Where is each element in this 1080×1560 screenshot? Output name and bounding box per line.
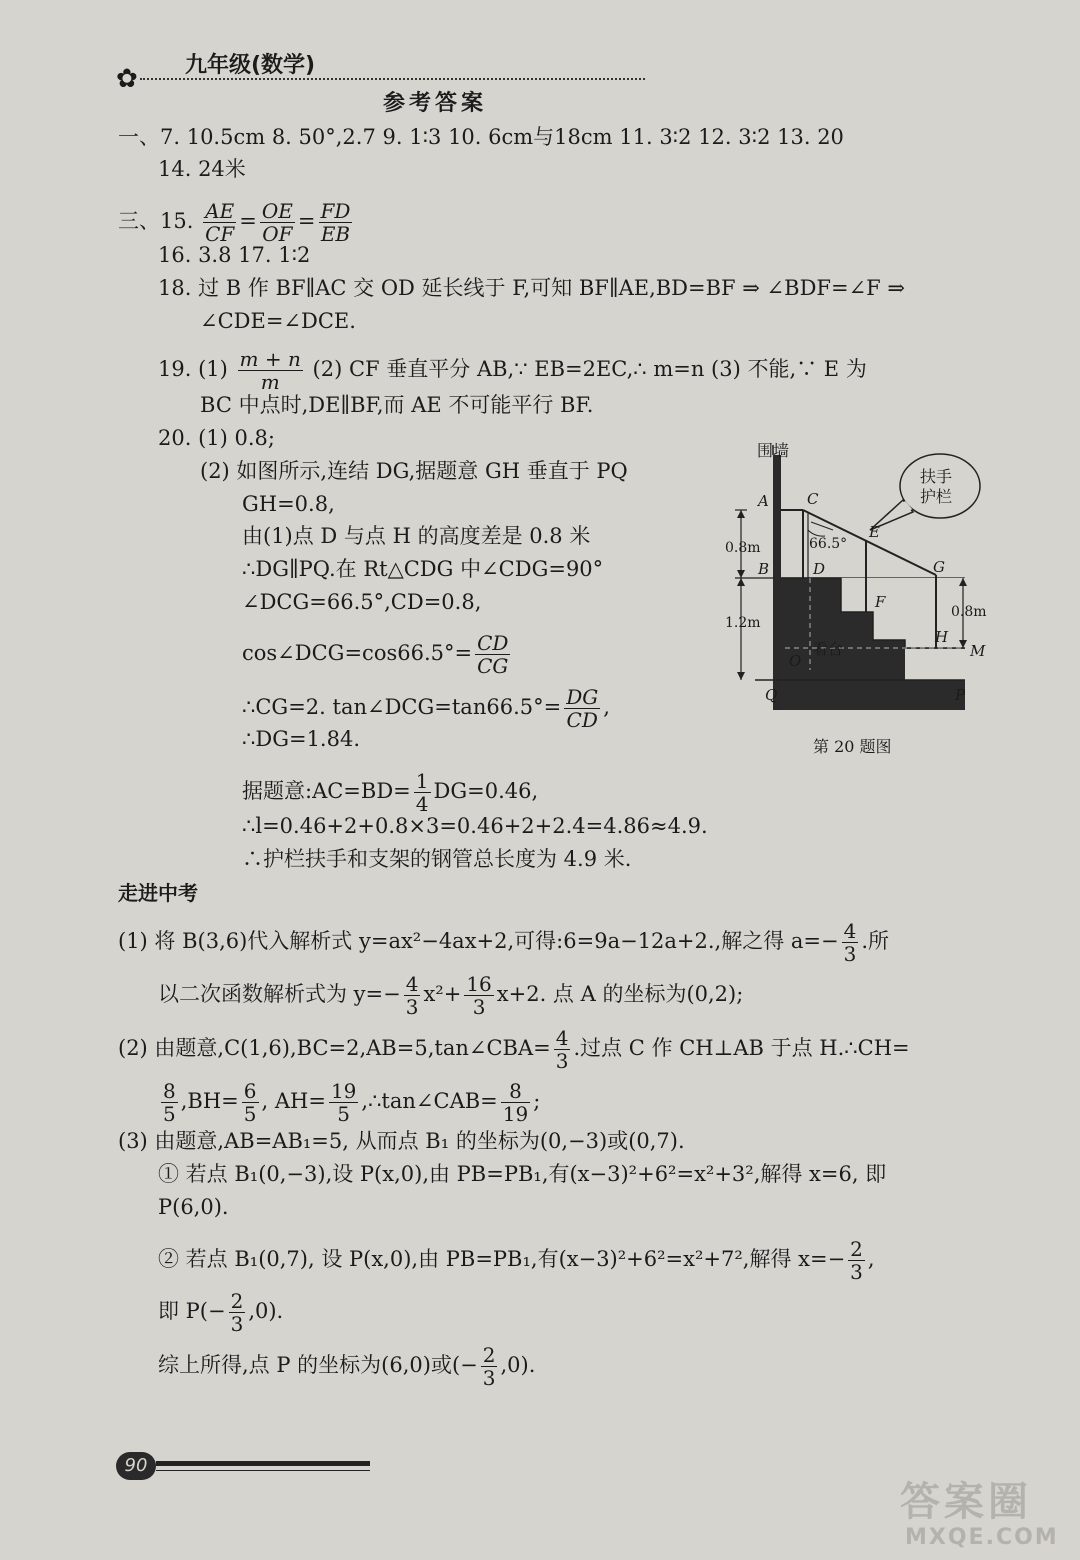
point-d: D [813,560,826,578]
dim-left-top: 0.8m [725,540,761,556]
bubble-text-2: 护栏 [920,487,953,506]
wall [773,455,781,710]
fraction: $\frac{1}{4}$ [415,769,429,816]
point-h: H [935,628,949,646]
angle-label: 66.5° [809,536,848,552]
page-number-badge: 90 [116,1452,156,1480]
fraction: $\frac{FD}{EB}$ [320,199,351,246]
answer-line-1: 一、7. 10.5cm 8. 50°,2.7 9. 1∶3 10. 6cm与18cm 11. 3∶2 12. 3∶2 13. 20 [118,125,844,149]
point-c: C [807,490,819,508]
figure-20-svg [715,430,1005,760]
answer-19a: 19. (1) $\frac{m + n}{m}$ (2) CF 垂直平分 AB,∵ EB=2EC,∴ m=n (3) 不能,∵ E 为 [158,347,867,394]
bubble-text-1: 扶手 [920,467,953,486]
zk-3f: 综上所得,点 P 的坐标为(6,0)或(− $\frac{2}{3}$ ,0). [158,1343,536,1390]
point-p: P [955,686,966,704]
dim-left-bottom: 1.2m [725,615,761,631]
fraction: $\frac{8}{5}$ [163,1079,176,1126]
fraction: $\frac{2}{3}$ [482,1343,496,1390]
fraction: $\frac{OE}{OF}$ [261,199,293,246]
answer-20-9: ∴DG=1.84. [242,727,361,751]
zk-1b: 以二次函数解析式为 y=− $\frac{4}{3}$ x²+ $\frac{16}{3}$ x+2. 点 A 的坐标为(0,2); [158,972,744,1019]
footer-rule-thin [156,1470,370,1471]
point-m: M [970,642,986,660]
answer-15: 三、15. $\frac{AE}{CF}$ = $\frac{OE}{OF}$ = $\frac{FD}{EB}$ [118,199,351,246]
fraction: $\frac{4}{3}$ [405,972,419,1019]
answer-20-6: ∠DCG=66.5°,CD=0.8, [242,590,482,614]
figure-caption: 第 20 题图 [813,737,892,756]
zk-3a: (3) 由题意,AB=AB₁=5, 从而点 B₁ 的坐标为(0,−3)或(0,7). [118,1129,685,1153]
zk-2a: (2) 由题意,C(1,6),BC=2,AB=5,tan∠CBA= $\frac{4}{3}$ .过点 C 作 CH⊥AB 于点 H.∴CH= [118,1026,910,1073]
point-e: E [869,523,880,541]
zk-3c: P(6,0). [158,1195,229,1219]
answer-line-14: 14. 24米 [158,157,246,181]
fraction: $\frac{CD}{CG}$ [477,631,509,678]
figure-20 [715,430,1005,760]
answer-16-17: 16. 3.8 17. 1∶2 [158,243,311,267]
fraction: $\frac{AE}{CF}$ [205,199,235,246]
point-b: B [758,560,770,578]
answer-20-7: cos∠DCG=cos66.5°= $\frac{CD}{CG}$ [242,631,509,678]
fraction: $\frac{m + n}{m}$ [239,347,301,394]
fraction: $\frac{4}{3}$ [555,1026,569,1073]
zk-3b: ① 若点 B₁(0,−3),设 P(x,0),由 PB=PB₁,有(x−3)²+6²=x²+3²,解得 x=6, 即 [158,1162,887,1186]
answer-18a: 18. 过 B 作 BF∥AC 交 OD 延长线于 F,可知 BF∥AE,BD=BF ⇒ ∠BDF=∠F ⇒ [158,276,906,300]
point-a: A [758,492,769,510]
section-title: 参考答案 [383,91,488,116]
flower-icon: ✿ [116,64,138,94]
answer-20-8: ∴CG=2. tan∠DCG=tan66.5°= $\frac{DG}{CD}$ , [242,685,610,732]
answer-20-1: 20. (1) 0.8; [158,426,275,450]
answer-20-3: GH=0.8, [242,492,335,516]
point-q: Q [765,686,778,704]
watermark-logo: 答案圈 [900,1479,1032,1525]
zk-3e: 即 P(− $\frac{2}{3}$ ,0). [158,1289,284,1336]
answer-20-12: ∴护栏扶手和支架的钢管总长度为 4.9 米. [242,847,632,871]
footer-rule [156,1461,370,1466]
point-f: F [875,593,886,611]
fraction: $\frac{16}{3}$ [466,972,492,1019]
grade-label: 九年级(数学) [185,53,316,78]
answer-15-label: 三、15. [118,209,194,233]
zk-3d: ② 若点 B₁(0,7), 设 P(x,0),由 PB=PB₁,有(x−3)²+6²=x²+7²,解得 x=− $\frac{2}{3}$ , [158,1237,875,1284]
fraction: $\frac{19}{5}$ [330,1079,357,1126]
fraction: $\frac{2}{3}$ [850,1237,863,1284]
fraction: $\frac{2}{3}$ [230,1289,244,1336]
fraction: $\frac{DG}{CD}$ [566,685,599,732]
answer-20-4: 由(1)点 D 与点 H 的高度差是 0.8 米 [242,524,591,548]
fraction: $\frac{8}{19}$ [502,1079,529,1126]
zhongkao-title: 走进中考 [118,881,198,905]
zk-1a: (1) 将 B(3,6)代入解析式 y=ax²−4ax+2,可得:6=9a−12a+2.,解之得 a=− $\frac{4}{3}$ .所 [118,919,890,966]
answer-20-2: (2) 如图所示,连结 DG,据题意 GH 垂直于 PQ [200,459,628,483]
answer-18b: ∠CDE=∠DCE. [200,309,356,333]
fraction: $\frac{4}{3}$ [843,919,857,966]
dim-right: 0.8m [951,604,987,620]
point-o: O [789,652,802,670]
point-g: G [933,558,945,576]
fraction: $\frac{6}{5}$ [243,1079,257,1126]
platform-label: 看台 [813,640,844,658]
zk-2b: $\frac{8}{5}$ ,BH= $\frac{6}{5}$ , AH= $\frac{19}{5}$ ,∴tan∠CAB= $\frac{8}{19}$ ; [163,1079,541,1126]
answer-20-10: 据题意:AC=BD= $\frac{1}{4}$ DG=0.46, [242,769,539,816]
answer-20-5: ∴DG∥PQ.在 Rt△CDG 中∠CDG=90° [242,557,604,581]
header-dotted-line [140,78,645,80]
wall-label: 围墙 [757,441,790,460]
answer-20-11: ∴l=0.46+2+0.8×3=0.46+2+2.4=4.86≈4.9. [242,814,708,838]
watermark-url: MXQE.COM [905,1525,1059,1550]
answer-19b: BC 中点时,DE∥BF,而 AE 不可能平行 BF. [200,393,594,417]
